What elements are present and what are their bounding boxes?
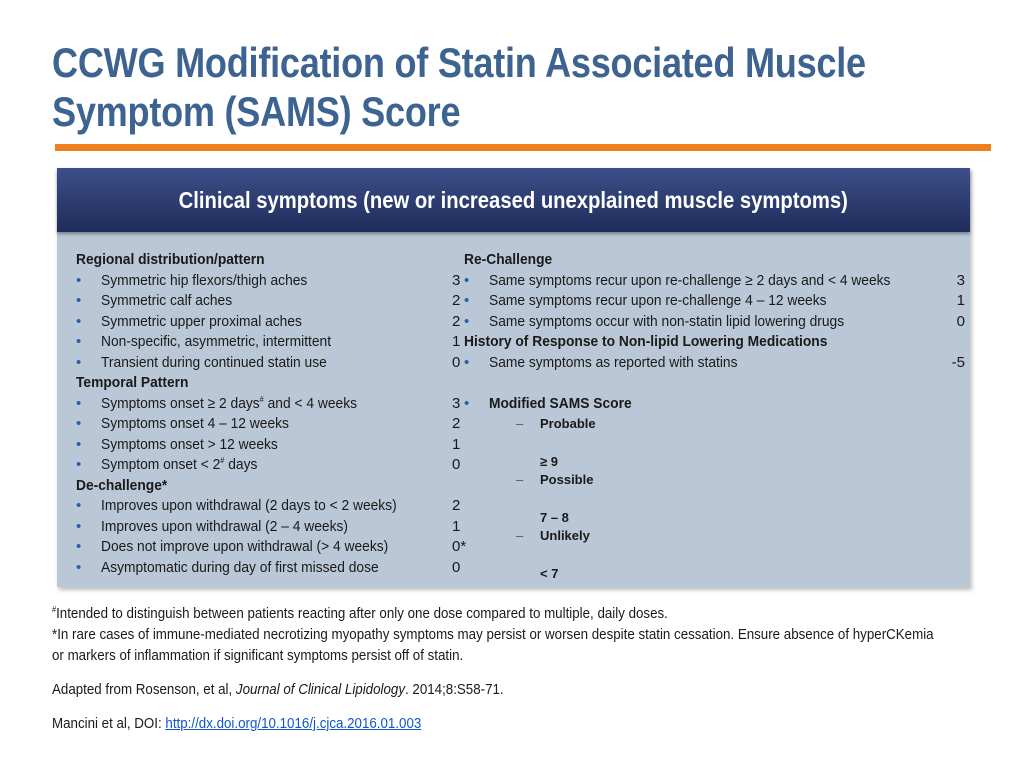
bullet-icon: • [76,456,82,473]
bullet-icon: • [76,333,82,350]
sams-score-block [464,394,969,583]
bullet-icon: • [464,394,470,412]
citation-mancini: Mancini et al, DOI: http://dx.doi.org/10.1016/j.cjca.2016.01.003 [52,716,422,732]
bullet-icon: • [76,497,82,514]
points-value: 0 [956,312,965,330]
bullet-icon: • [464,271,470,289]
bullet-icon: • [76,517,82,535]
sams-score-heading: • Modified SAMS Score [464,394,969,415]
doi-link[interactable]: http://dx.doi.org/10.1016/j.cjca.2016.01.003 [165,716,422,732]
list-item: • Symmetric upper proximal aches 2 [76,312,471,333]
list-item: • Symptom onset < 2# days 0 [76,455,471,476]
list-item: • Symptoms onset ≥ 2 days# and < 4 weeks 3 [76,394,471,415]
right-column [464,250,969,582]
points-value: 1 [452,435,461,453]
spacer [464,373,969,394]
points-value: 0 [452,353,461,371]
list-item: • Same symptoms as reported with statins -5 [464,353,969,374]
spacer [52,667,982,680]
regional-heading: Regional distribution/pattern [76,251,265,268]
score-level-possible: – Possible 7 – 8 [516,472,594,525]
bullet-icon: • [464,353,470,371]
score-level-probable: – Probable ≥ 9 [516,416,596,469]
bullet-icon: • [464,312,470,330]
footnote-star-line-2: or markers of inflammation if significant symptoms persist off of statin. [52,648,464,664]
history-heading: History of Response to Non-lipid Lowering Medications [464,333,828,350]
list-item: • Same symptoms recur upon re-challenge ≥ 2 days and < 4 weeks 3 [464,271,969,292]
footnote-star-line-1: *In rare cases of immune-mediated necrotizing myopathy symptoms may persist or worsen despite statin cessation. Ensure absence of hyperCKemia [52,627,934,643]
dash-icon: – [516,528,524,543]
points-value: 2 [452,415,461,432]
list-item: • Transient during continued statin use 0 [76,353,471,374]
list-item: • Symptoms onset > 12 weeks 1 [76,435,471,456]
bullet-icon: • [76,415,82,432]
bullet-icon: • [76,271,82,289]
dash-icon: – [516,416,524,431]
bullet-icon: • [76,394,82,412]
list-item: • Does not improve upon withdrawal (> 4 weeks) 0* [76,537,471,558]
temporal-heading: Temporal Pattern [76,374,189,391]
points-value: 3 [956,271,965,289]
list-item: • Symmetric calf aches 2 [76,291,471,312]
points-value: 0* [452,538,467,555]
footnotes [52,604,982,735]
footnote-hash: #Intended to distinguish between patients reacting after only one dose compared to multiple, daily doses. [52,605,668,622]
list-item: • Non-specific, asymmetric, intermittent 1 [76,332,471,353]
points-value: -5 [951,353,965,371]
panel-header-title: Clinical symptoms (new or increased unexplained muscle symptoms) [178,186,849,213]
list-item: • Same symptoms recur upon re-challenge 4 – 12 weeks 1 [464,291,969,312]
dash-icon: – [516,472,524,487]
list-item: • Symptoms onset 4 – 12 weeks 2 [76,414,471,435]
bullet-icon: • [76,435,82,453]
list-item: • Same symptoms occur with non-statin lipid lowering drugs 0 [464,312,969,333]
points-value: 0 [452,456,461,473]
points-value: 2 [452,497,461,514]
slide-title [52,38,866,136]
bullet-icon: • [76,538,82,555]
points-value: 2 [452,312,461,330]
bullet-icon: • [76,292,82,309]
points-value: 2 [452,292,461,309]
points-value: 3 [452,394,461,412]
points-value: 1 [956,292,965,309]
points-value: 1 [452,333,461,350]
list-item: • Improves upon withdrawal (2 days to < 2 weeks) 2 [76,496,471,517]
panel-header [57,168,970,232]
points-value: 1 [452,517,461,535]
bullet-icon: • [464,292,470,309]
list-item: • Symmetric hip flexors/thigh aches 3 [76,271,471,292]
spacer [52,701,982,714]
points-value: 0 [452,558,461,576]
bullet-icon: • [76,353,82,371]
bullet-icon: • [76,312,82,330]
list-item: • Asymptomatic during day of first missed dose 0 [76,558,471,579]
orange-divider [55,144,991,151]
slide-title-line-2: Symptom (SAMS) Score [52,88,461,135]
bullet-icon: • [76,558,82,576]
slide-title-line-1: CCWG Modification of Statin Associated Muscle [52,39,866,86]
citation-adapted: Adapted from Rosenson, et al, Journal of Clinical Lipidology. 2014;8:S58-71. [52,682,504,698]
rechallenge-heading: Re-Challenge [464,251,553,268]
score-level-unlikely: – Unlikely < 7 [516,528,590,581]
left-column [76,250,471,578]
points-value: 3 [452,271,461,289]
list-item: • Improves upon withdrawal (2 – 4 weeks) 1 [76,517,471,538]
dechallenge-heading: De-challenge* [76,476,168,494]
